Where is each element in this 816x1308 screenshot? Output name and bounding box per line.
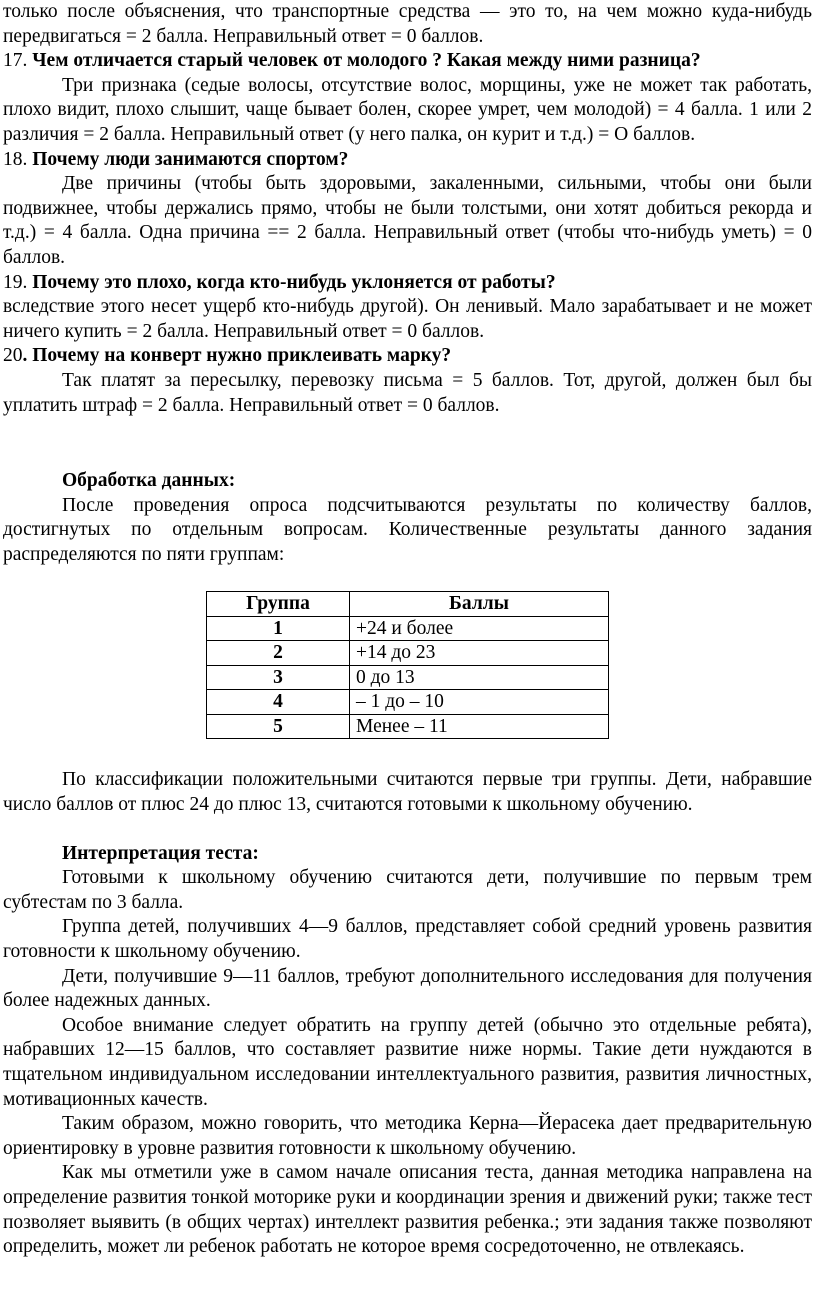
interpretation-paragraph: Как мы отметили уже в самом начале описания теста, данная методика направлена на определение развития тонкой моторике руки и координации зрения и движений руки; также тест позволяет выявить (в общих чертах) интеллект развития ребенка.; эти задания также позволяют определить, может ли ребенок работать не которое время сосредоточенно, не отвлекаясь. xyxy=(3,1162,812,1258)
group-cell: 3 xyxy=(207,665,350,690)
q17-number: 17. xyxy=(3,50,28,72)
table-row xyxy=(207,665,609,690)
spacer xyxy=(3,818,812,842)
q18-answer: Две причины (чтобы быть здоровыми, закаленными, сильными, чтобы они были подвижнее, чтобы держались прямо, чтобы не были толстыми, они хотят добиться рекорда и т.д.) = 4 балла. Одна причина == 2 балла. Неправильный ответ (чтобы что-нибудь уметь) = 0 баллов. xyxy=(3,173,812,268)
points-cell: – 1 до – 10 xyxy=(350,690,609,715)
points-cell: +14 до 23 xyxy=(350,641,609,666)
table-header-row xyxy=(207,592,609,617)
q18-number: 18. xyxy=(3,148,28,170)
interpretation-paragraph: Группа детей, получивших 4—9 баллов, представляет собой средний уровень развития готовности к школьному обучению. xyxy=(3,916,812,963)
q19-question xyxy=(3,271,812,296)
spacer xyxy=(3,567,812,591)
interpretation-heading: Интерпретация теста: xyxy=(62,842,259,864)
score-groups-table xyxy=(206,591,609,739)
interpretation-paragraph: Готовыми к школьному обучению считаются дети, получившие по первым трем субтестам по 3 балла. xyxy=(3,867,812,913)
table-row xyxy=(207,641,609,666)
table-row xyxy=(207,714,609,739)
q16-answer-tail: только после объяснения, что транспортные средства — это то, на чем можно куда-нибудь передвигаться = 2 балла. Неправильный ответ = 0 баллов. xyxy=(3,1,812,47)
q20-number: 20 xyxy=(3,345,23,367)
group-cell: 1 xyxy=(207,616,350,641)
group-cell: 2 xyxy=(207,641,350,666)
q19-number: 19. xyxy=(3,271,28,293)
points-cell: Менее – 11 xyxy=(350,714,609,739)
interpretation-paragraph: Особое внимание следует обратить на группу детей (обычно это отдельные ребята), набравших 12—15 баллов, что составляет развитие ниже нормы. Такие дети нуждаются в тщательном индивидуальном исследовании интеллектуального развития, развития личностных, мотивационных качеств. xyxy=(3,1014,812,1110)
group-cell: 4 xyxy=(207,690,350,715)
q19-answer: вследствие этого несет ущерб кто-нибудь другой). Он ленивый. Мало зарабатывает и не может ничего купить = 2 балла. Неправильный ответ = 0 баллов. xyxy=(3,296,812,342)
points-cell: +24 и более xyxy=(350,616,609,641)
q17-question xyxy=(3,49,812,74)
q20-question-text: . Почему на конверт нужно приклеивать марку? xyxy=(22,345,452,367)
interpretation-paragraph: Таким образом, можно говорить, что методика Керна—Йерасека дает предварительную ориентировку в уровне развития готовности к школьному обучению. xyxy=(3,1113,812,1159)
spacer xyxy=(3,418,812,469)
processing-heading: Обработка данных: xyxy=(62,470,236,492)
q17-answer: Три признака (седые волосы, отсутствие волос, морщины, уже не может так работать, плохо видит, плохо слышит, чаще бывает болен, скорее умрет, чем молодой) = 4 балла. 1 или 2 различия = 2 балла. Неправильный ответ (у него палка, он курит и т.д.) = О баллов. xyxy=(3,74,812,145)
classification-paragraph: По классификации положительными считаются первые три группы. Дети, набравшие число баллов от плюс 24 до плюс 13, считаются готовыми к школьному обучению. xyxy=(3,769,812,816)
processing-intro: После проведения опроса подсчитываются результаты по количеству баллов, достигнутых по отдельным вопросам. Количественные результаты данного задания распределяются по пяти группам: xyxy=(3,494,812,565)
column-header-group: Группа xyxy=(207,592,350,617)
column-header-points: Баллы xyxy=(350,592,609,617)
group-cell: 5 xyxy=(207,714,350,739)
table-row xyxy=(207,690,609,715)
q17-question-text: Чем отличается старый человек от молодого ? Какая между ними разница? xyxy=(32,50,701,72)
q18-question xyxy=(3,148,812,173)
spacer xyxy=(3,739,812,768)
q18-question-text: Почему люди занимаются спортом? xyxy=(32,148,349,170)
table-row xyxy=(207,616,609,641)
q19-question-text: Почему это плохо, когда кто-нибудь уклоняется от работы? xyxy=(32,271,556,293)
interpretation-paragraph: Дети, получившие 9—11 баллов, требуют дополнительного исследования для получения более надежных данных. xyxy=(3,965,812,1012)
q20-question xyxy=(3,344,812,369)
q20-answer: Так платят за пересылку, перевозку письма = 5 баллов. Тот, другой, должен был бы уплатить штраф = 2 балла. Неправильный ответ = 0 баллов. xyxy=(3,369,812,416)
points-cell: 0 до 13 xyxy=(350,665,609,690)
